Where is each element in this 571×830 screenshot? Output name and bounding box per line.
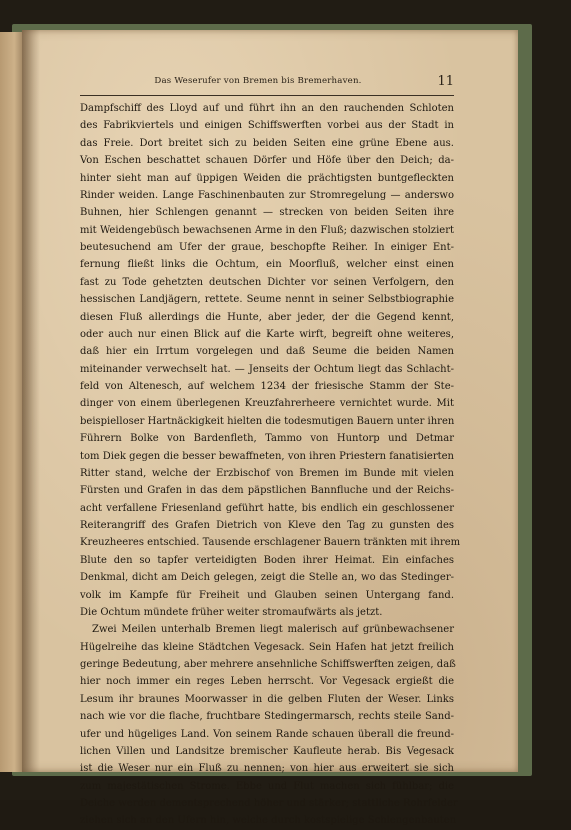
text-line: diesen Fluß allerdings die Hunte, aber jeder, der die Gegend kennt, — [80, 311, 454, 323]
text-line: Denkmal, dicht am Deich gelegen, zeigt die Stelle an, wo das Stedinger- — [80, 572, 454, 584]
text-line: Fürsten und Grafen in das dem päpstlichen Bannfluche und der Reichs- — [80, 485, 454, 497]
page-number: 11 — [437, 74, 454, 89]
left-page-edge — [0, 32, 24, 772]
text-line: oder auch nur einen Blick auf die Karte wirft, begreift ohne weiteres, — [80, 328, 454, 340]
text-line: acht verfallene Friesenland geführt hatte, bis endlich ein geschlossener — [80, 502, 454, 514]
text-line: beutesuchend am Ufer der graue, beschopfte Reiher. In einiger Ent- — [80, 242, 454, 253]
text-line: volk im Kampfe für Freiheit und Glauben seinen Untergang fand. — [80, 589, 454, 601]
text-line: mit Weidengebüsch bewachsenen Arme in den Fluß; dazwischen stolziert — [80, 224, 454, 236]
text-line: fast zu Tode gehetzten deutschen Dichter vor seinen Verfolgern, den — [80, 276, 454, 288]
text-line: lichen Villen und Landsitze bremischer Kaufleute herab. Bis Vegesack — [80, 745, 454, 757]
text-line: geringe Bedeutung, aber mehrere ansehnliche Schiffswerften zeigen, daß — [80, 659, 456, 670]
text-line: Deiche werden dementsprechend höher und stärker; stattliche Rohrfelder — [80, 798, 458, 809]
text-line: Dampfschiff des Lloyd auf und führt ihn an den rauchenden Schloten — [80, 103, 454, 114]
text-line: beispielloser Hartnäckigkeit hielten die todesmutigen Bauern unter ihren — [80, 415, 455, 427]
page-gutter-shadow — [22, 30, 40, 772]
text-line: Führern Bolke von Bardenfleth, Tammo von Huntorp und Detmar — [80, 433, 454, 445]
text-line: Die Ochtum mündete früher weiter stromaufwärts als jetzt. — [80, 606, 383, 618]
text-line: hinter sieht man auf üppigen Weiden die prächtigsten buntgefleckten — [80, 172, 454, 184]
text-line: hessischen Landjägern, rettete. Seume nennt in seiner Selbstbiographie — [80, 294, 454, 306]
text-line: nach wie vor die flache, fruchtbare Stedingermarsch, rechts steile Sand- — [80, 711, 454, 723]
body-text — [80, 100, 461, 830]
text-line: feld von Altenesch, auf welchem 1234 der friesische Stamm der Ste- — [80, 381, 454, 392]
header-rule — [80, 95, 454, 96]
text-line: Von Eschen beschattet schauen Dörfer und Höfe über den Deich; da- — [80, 155, 454, 167]
text-line: das Freie. Dort breitet sich zu beiden Seiten eine grüne Ebene aus. — [80, 137, 454, 149]
text-line: Lesum ihr braunes Moorwasser in die gelben Fluten der Weser. Links — [80, 693, 454, 705]
text-line: Zwei Meilen unterhalb Bremen liegt malerisch auf grünbewachsener — [92, 624, 454, 636]
text-line: dinger von einem überlegenen Kreuzfahrerheere vernichtet wurde. Mit — [80, 398, 454, 410]
text-line: ist die Weser nur ein Fluß zu nennen; von hier aus erweitert sie sich — [80, 763, 454, 775]
text-line: daß hier ein Irrtum vorgelegen und daß Seume die beiden Namen — [80, 346, 454, 358]
text-line: fernung fließt links die Ochtum, ein Moorfluß, welcher einst einen — [80, 259, 454, 271]
text-line: Kreuzheeres entschied. Tausende erschlagener Bauern tränkten mit ihrem — [80, 537, 461, 549]
text-line: ziehen sich an den Ufern hin, welche durch kostspielige Schlengenbauten — [80, 815, 457, 827]
text-line: des Fabrikviertels und einigen Schiffswerften vorbei aus der Stadt in — [80, 120, 454, 132]
text-line: hier noch immer ein reges Leben herrscht. Vor Vegesack ergießt die — [80, 676, 454, 688]
text-line: ufer und hügeliges Land. Von seinem Rande schauen überall die freund- — [80, 728, 454, 740]
text-line: Buhnen, hier Schlengen genannt — strecken von beiden Seiten ihre — [80, 207, 454, 219]
text-line: miteinander verwechselt hat. — Jenseits der Ochtum liegt das Schlacht- — [80, 363, 454, 375]
text-line: Rinder weiden. Lange Faschinenbauten zur Stromregelung — anderswo — [80, 189, 454, 201]
running-header: Das Weserufer von Bremen bis Bremerhaven. — [154, 76, 362, 86]
text-line: Blute den so tapfer verteidigten Boden ihrer Heimat. Ein einfaches — [80, 554, 454, 566]
text-line: Ritter stand, welche der Erzbischof von Bremen im Bunde mit vielen — [80, 467, 454, 479]
text-line: zum majestätischen Strome. Ebbe und Flut machen sich fühlbar; die — [80, 780, 454, 792]
text-line: Reiterangriff des Grafen Dietrich von Kleve den Tag zu gunsten des — [80, 520, 454, 531]
text-line: tom Diek gegen die besser bewaffneten, von ihren Priestern fanatisierten — [80, 450, 454, 462]
text-line: Hügelreihe das kleine Städtchen Vegesack. Sein Hafen hat jetzt freilich — [80, 641, 454, 653]
